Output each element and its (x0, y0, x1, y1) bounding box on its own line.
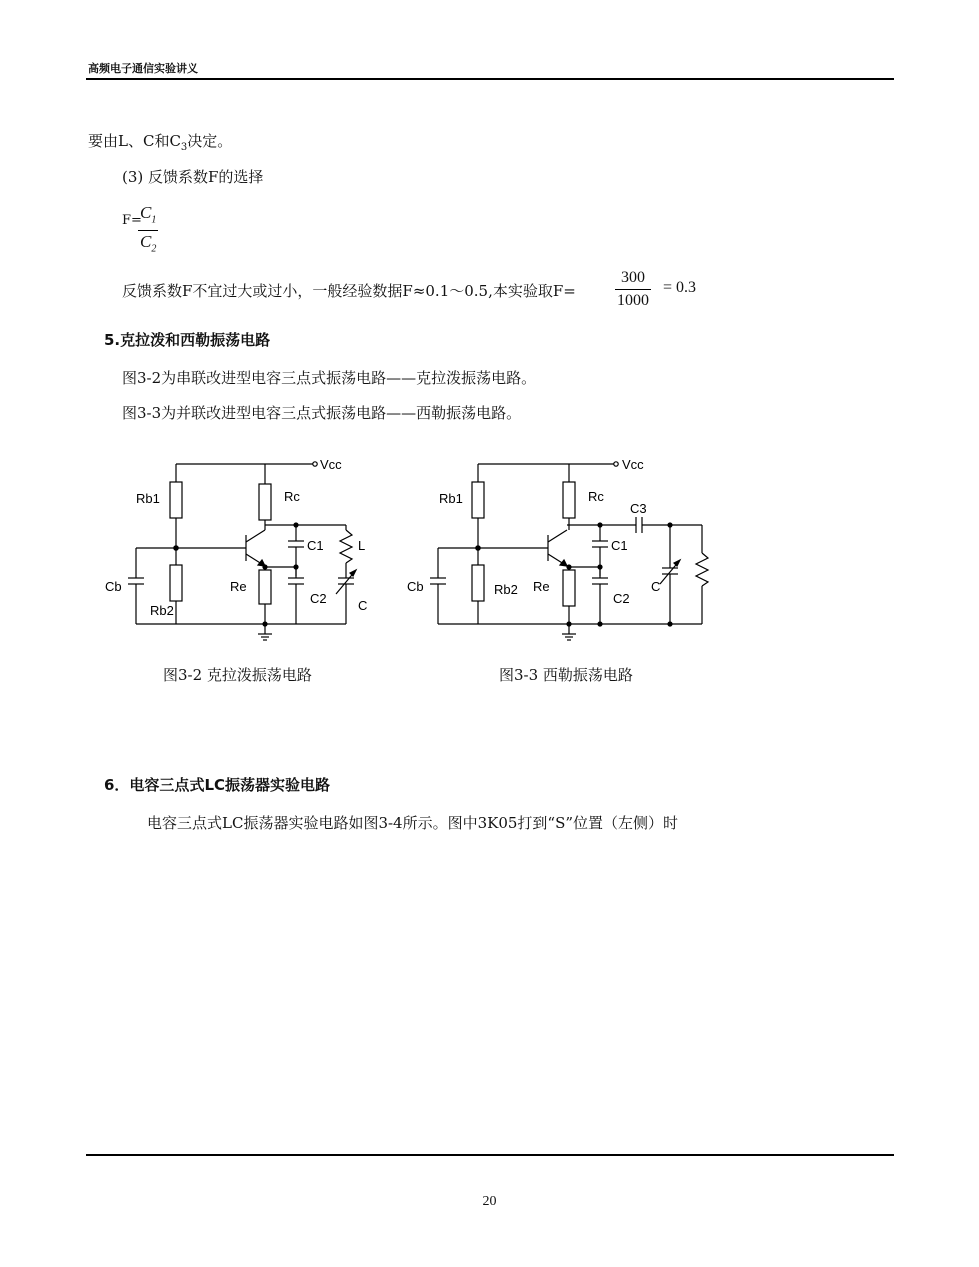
numerator-sub: 1 (151, 214, 157, 226)
item3-heading: (3) 反馈系数F的选择 (122, 168, 264, 186)
fig1-c2-label: C2 (310, 591, 327, 606)
fig2-rb1-label: Rb1 (439, 491, 463, 506)
fig1-rb1-label: Rb1 (136, 491, 160, 506)
section5-line2: 图3-3为并联改进型电容三点式振荡电路——西勒振荡电路。 (122, 404, 522, 422)
section6-title: 6．电容三点式LC振荡器实验电路 (104, 776, 331, 794)
fig2-caption: 图3-3 西勒振荡电路 (499, 666, 633, 684)
fig2-c1-label: C1 (611, 538, 628, 553)
formula-lhs: F= (122, 213, 142, 228)
fig1-caption: 图3-2 克拉泼振荡电路 (163, 666, 312, 684)
fig1-c1-label: C1 (307, 538, 324, 553)
fig2-c-label: C (651, 579, 661, 594)
fig2-c2-label: C2 (613, 591, 630, 606)
fig1-c-label: C (358, 598, 368, 613)
fig2-c3-label: C3 (630, 501, 647, 516)
section6-line1: 电容三点式LC振荡器实验电路如图3-4所示。图中3K05打到“S”位置（左侧）时 (147, 814, 679, 832)
page-number: 20 (482, 1194, 497, 1209)
para1-post: 决定。 (187, 132, 233, 150)
running-header: 高频电子通信实验讲义 (88, 62, 198, 75)
fig1-l-label: L (358, 538, 366, 553)
section5-line1: 图3-2为串联改进型电容三点式振荡电路——克拉泼振荡电路。 (122, 369, 537, 387)
fig2-cb-label: Cb (407, 579, 424, 594)
fig1-vcc-label: Vcc (320, 457, 342, 472)
fig2-rc-label: Rc (588, 489, 604, 504)
para1-sub: 3 (180, 142, 188, 153)
denominator-sub: 2 (151, 243, 157, 255)
fig1-cb-label: Cb (105, 579, 122, 594)
fig1-rb2-label: Rb2 (150, 603, 174, 618)
feedback-paragraph: 反馈系数F不宜过大或过小，一般经验数据F≈0.1～0.5,本实验取F= (122, 282, 576, 300)
feedback-numerator: 300 (615, 267, 651, 290)
fig1-rc-label: Rc (284, 489, 300, 504)
footer-rule (86, 1154, 894, 1156)
fraction-denominator: C (140, 232, 152, 252)
fig2-re-label: Re (533, 579, 550, 594)
fig2-vcc-label: Vcc (622, 457, 644, 472)
para1-pre: 要由L、C和C (88, 132, 181, 150)
fig1-re-label: Re (230, 579, 247, 594)
feedback-denominator: 1000 (617, 292, 649, 309)
fig2-rb2-label: Rb2 (494, 582, 518, 597)
fraction-numerator: C (140, 203, 152, 222)
section5-title: 5.克拉泼和西勒振荡电路 (104, 331, 271, 349)
feedback-result: = 0.3 (663, 279, 697, 296)
